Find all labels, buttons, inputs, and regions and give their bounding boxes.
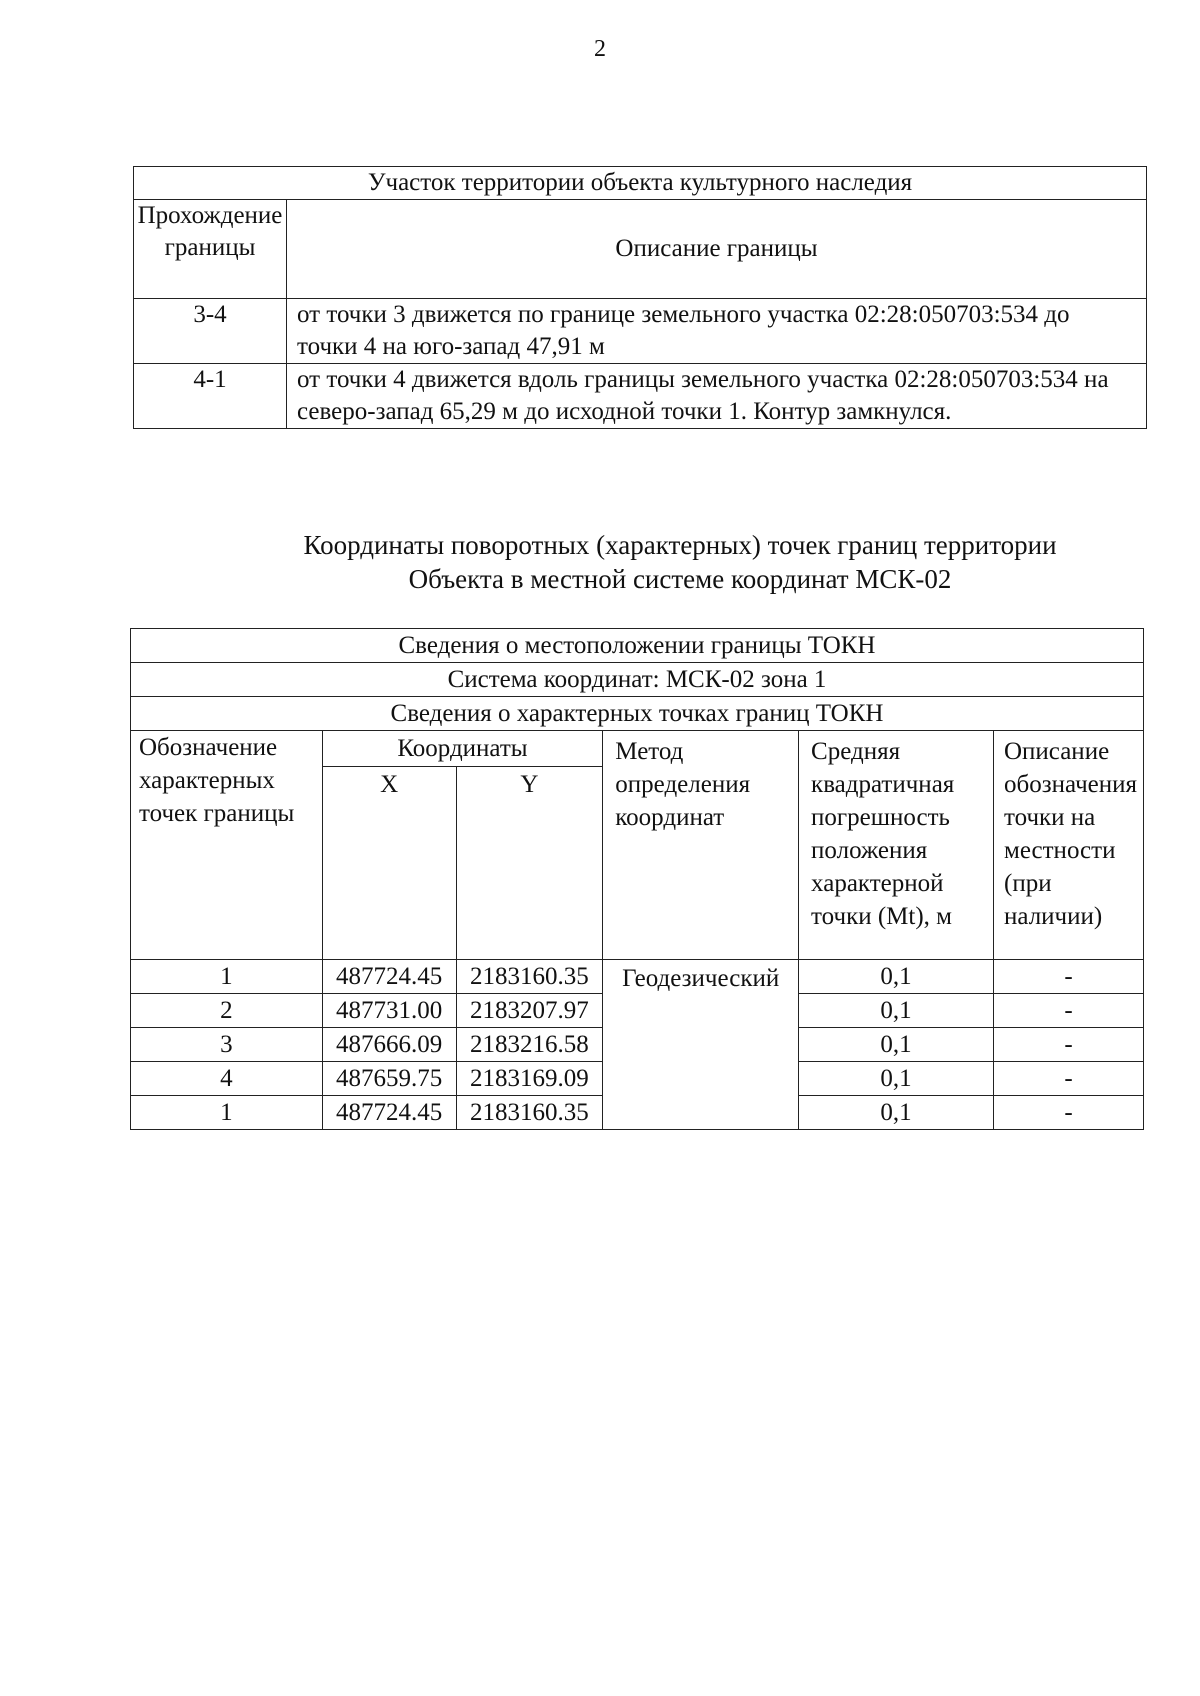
caption-line: Объекта в местной системе координат МСК-02	[408, 564, 952, 594]
column-header-error: Средняя квадратичная погрешность положения характерной точки (Mt), м	[799, 731, 994, 960]
band-location: Сведения о местоположении границы ТОКН	[131, 629, 1144, 663]
point-cell: 3	[131, 1028, 323, 1062]
page-number: 2	[594, 36, 606, 62]
band-row	[131, 663, 1144, 697]
table-title: Участок территории объекта культурного наследия	[134, 167, 1147, 200]
column-header-description: Описание границы	[287, 200, 1147, 299]
point-description-cell: -	[994, 1062, 1144, 1096]
x-cell: 487731.00	[322, 994, 456, 1028]
band-row	[131, 697, 1144, 731]
boundary-description-table	[133, 166, 1147, 429]
point-description-cell: -	[994, 1028, 1144, 1062]
point-cell: 1	[131, 960, 323, 994]
point-cell: 2	[131, 994, 323, 1028]
error-cell: 0,1	[799, 1028, 994, 1062]
y-cell: 2183207.97	[456, 994, 603, 1028]
segment-cell: 3-4	[134, 299, 287, 364]
table-title-row	[134, 167, 1147, 200]
column-header-method: Метод определения координат	[603, 731, 799, 960]
point-description-cell: -	[994, 960, 1144, 994]
table-row	[134, 364, 1147, 429]
column-header-point-description: Описание обозначения точки на местности (при наличии)	[994, 731, 1144, 960]
error-cell: 0,1	[799, 1062, 994, 1096]
table-row	[131, 960, 1144, 994]
column-header-y: Y	[456, 767, 603, 960]
caption-line: Координаты поворотных (характерных) точек границ территории	[303, 530, 1057, 560]
table-header-row	[131, 731, 1144, 767]
point-description-cell: -	[994, 994, 1144, 1028]
segment-cell: 4-1	[134, 364, 287, 429]
x-cell: 487724.45	[322, 960, 456, 994]
description-cell: от точки 4 движется вдоль границы земельного участка 02:28:050703:534 на северо-запад 65,29 м до исходной точки 1. Контур замкнулся.	[287, 364, 1147, 429]
description-cell: от точки 3 движется по границе земельного участка 02:28:050703:534 до точки 4 на юго-запад 47,91 м	[287, 299, 1147, 364]
coordinates-table	[130, 628, 1144, 1130]
method-cell: Геодезический	[603, 960, 799, 1130]
x-cell: 487659.75	[322, 1062, 456, 1096]
point-cell: 4	[131, 1062, 323, 1096]
point-cell: 1	[131, 1096, 323, 1130]
table-row	[134, 299, 1147, 364]
point-description-cell: -	[994, 1096, 1144, 1130]
error-cell: 0,1	[799, 1096, 994, 1130]
y-cell: 2183160.35	[456, 1096, 603, 1130]
y-cell: 2183160.35	[456, 960, 603, 994]
x-cell: 487724.45	[322, 1096, 456, 1130]
coordinates-caption	[180, 528, 1180, 596]
error-cell: 0,1	[799, 960, 994, 994]
column-header-coordinates: Координаты	[322, 731, 603, 767]
band-coordinate-system: Система координат: МСК-02 зона 1	[131, 663, 1144, 697]
y-cell: 2183216.58	[456, 1028, 603, 1062]
y-cell: 2183169.09	[456, 1062, 603, 1096]
column-header-designation: Обозначение характерных точек границы	[131, 731, 323, 960]
band-characteristic-points: Сведения о характерных точках границ ТОКН	[131, 697, 1144, 731]
table-header-row	[134, 200, 1147, 299]
column-header-passage: Прохождение границы	[134, 200, 287, 299]
band-row	[131, 629, 1144, 663]
x-cell: 487666.09	[322, 1028, 456, 1062]
column-header-x: X	[322, 767, 456, 960]
error-cell: 0,1	[799, 994, 994, 1028]
